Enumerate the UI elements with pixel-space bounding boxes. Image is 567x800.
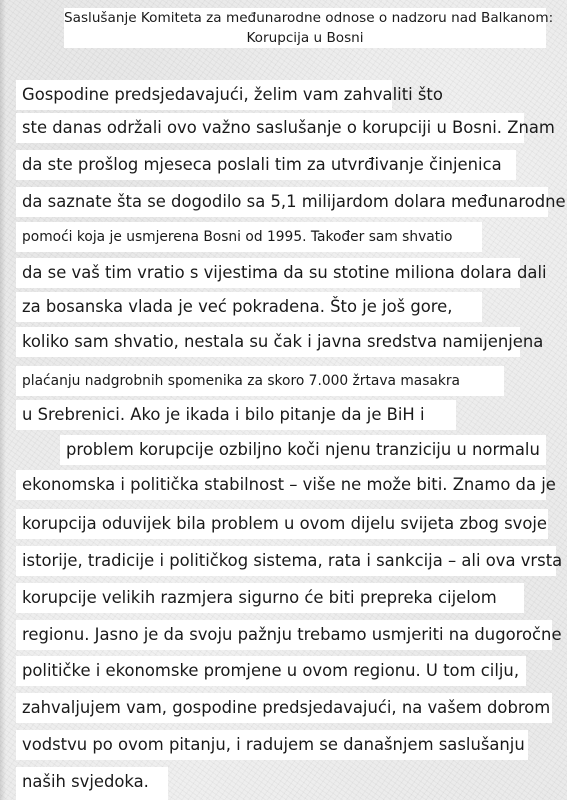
title-line-2: Korupcija u Bosni (246, 30, 364, 46)
text-line-7: za bosanska vlada je već pokradena. Što je još gore, (16, 292, 482, 322)
text-line-6: da se vaš tim vratio s vijestima da su stotine miliona dolara dali (16, 258, 520, 288)
text-line-16: regionu. Jasno je da svoju pažnju trebamo usmjeriti na dugoročne (16, 620, 552, 650)
text-line-12: ekonomska i politička stabilnost – više ne može biti. Znamo da je (16, 470, 546, 500)
scan-edge-shadow (0, 0, 6, 800)
text-line-19: vodstvu po ovom pitanju, i radujem se današnjem saslušanju (16, 730, 528, 760)
text-line-20: naših svjedoka. (16, 767, 168, 800)
text-line-5: pomoći koja je usmjerena Bosni od 1995. Također sam shvatio (16, 222, 482, 252)
text-line-9: plaćanju nadgrobnih spomenika za skoro 7.000 žrtava masakra (16, 366, 504, 396)
text-line-11: problem korupcije ozbiljno koči njenu tranziciju u normalu (60, 435, 546, 465)
text-line-2: ste danas održali ovo važno saslušanje o korupciji u Bosni. Znam (16, 113, 524, 143)
text-line-8: koliko sam shvatio, nestala su čak i javna sredstva namijenjena (16, 327, 520, 357)
text-line-18: zahvaljujem vam, gospodine predsjedavajući, na vašem dobrom (16, 693, 552, 723)
text-line-3: da ste prošlog mjeseca poslali tim za utvrđivanje činjenica (16, 150, 516, 180)
text-line-13: korupcija oduvijek bila problem u ovom dijelu svijeta zbog svoje (16, 509, 548, 539)
text-line-10: u Srebrenici. Ako je ikada i bilo pitanje da je BiH i (16, 400, 456, 430)
text-line-4: da saznate šta se dogodilo sa 5,1 milijardom dolara međunarodne (16, 187, 548, 217)
text-line-15: korupcije velikih razmjera sigurno će biti prepreka cijelom (16, 583, 524, 613)
document-title (64, 8, 554, 48)
text-line-17: političke i ekonomske promjene u ovom regionu. U tom cilju, (16, 656, 526, 686)
title-line-1: Saslušanje Komiteta za međunarodne odnose o nadzoru nad Balkanom: (64, 10, 554, 26)
text-line-14: istorije, tradicije i političkog sistema, rata i sankcija – ali ova vrsta (16, 546, 556, 576)
text-line-1: Gospodine predsjedavajući, želim vam zahvaliti što (16, 80, 392, 110)
